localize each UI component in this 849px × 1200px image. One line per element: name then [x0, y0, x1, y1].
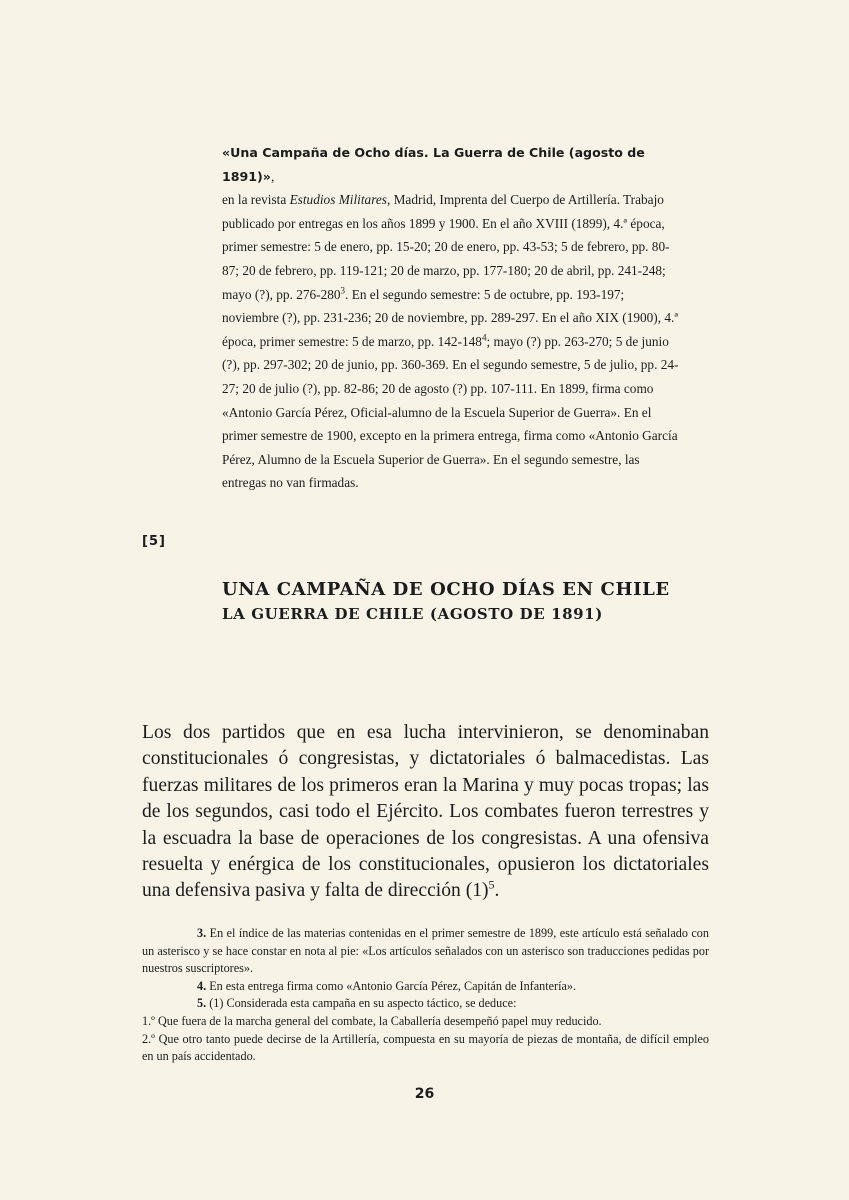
footnote-number: 4. — [197, 978, 207, 993]
footnote-number: 5. — [197, 996, 207, 1011]
footnotes — [142, 925, 709, 1066]
bibliography-comma: , — [270, 168, 275, 184]
bibliography-text-3: . En el segundo semestre: 5 de octubre, pp. 193-197; noviembre (?), pp. 231-236; 20 de noviembre, pp. 289-297. En el año XIX (1900), 4.ª época, primer semestre: 5 de marzo, pp. 142-148 — [222, 286, 679, 349]
section-number: [5] — [142, 534, 166, 549]
note-ref-4: 4 — [481, 332, 487, 343]
footnote-5 — [142, 995, 709, 1013]
footnote-item-1: 1.º Que fuera de la marcha general del combate, la Caballería desempeñó papel muy reducido. — [142, 1013, 602, 1028]
footnote-number: 3. — [197, 926, 207, 940]
page-number: 26 — [414, 1086, 435, 1102]
footnote-item-2: 2.º Que otro tanto puede decirse de la Artillería, compuesta en su mayoría de piezas de montaña, de difícil empleo en un país accidentado. — [142, 1031, 709, 1064]
body-end: . — [494, 880, 500, 902]
bibliography-text-1: en la revista — [222, 192, 290, 208]
footnote-text: (1) Considerada esta campaña en su aspecto táctico, se deduce: — [206, 996, 517, 1011]
body-text: Los dos partidos que en esa lucha intervinieron, se denominaban constitucionales ó congresistas, y dictatoriales ó balmacedistas. Las fuerzas militares de los primeros eran la Marina y muy pocas tropas; las de los segundos, casi todo el Ejército. Los combates fueron terrestres y la escuadra la base de operaciones de los congresistas. A una ofensiva resuelta y enérgica de los constitucionales, opusieron los dictatoriales una defensiva pasiva y falta de dirección (1) — [142, 722, 709, 902]
bibliography-title: «Una Campaña de Ocho días. La Guerra de Chile (agosto de 1891)» — [222, 145, 645, 184]
body-paragraph — [142, 720, 709, 905]
chapter-subtitle: LA GUERRA DE CHILE (AGOSTO DE 1891) — [222, 605, 603, 623]
bibliography-text-4: ; mayo (?) pp. 263-270; 5 de junio (?), pp. 297-302; 20 de junio, pp. 360-369. En el segundo semestre, 5 de julio, pp. 24-27; 20 de julio (?), pp. 82-86; 20 de agosto (?) pp. 107-111. En 1899, firma como «Antonio García Pérez, Oficial-alumno de la Escuela Superior de Guerra». En el primer semestre de 1900, excepto en la primera entrega, firma como «Antonio García Pérez, Alumno de la Escuela Superior de Guerra». En el segundo semestre, las entregas no van firmadas. — [222, 333, 679, 491]
footnote-4 — [142, 978, 709, 996]
footnote-text: En esta entrega firma como «Antonio García Pérez, Capitán de Infantería». — [206, 978, 577, 993]
note-ref-5: 5 — [488, 877, 495, 892]
journal-name: Estudios Militares — [289, 192, 387, 208]
bibliography-text-2: , Madrid, Imprenta del Cuerpo de Artillería. Trabajo publicado por entregas en los años 1899 y 1900. En el año XVIII (1899), 4.ª época, primer semestre: 5 de enero, pp. 15-20; 20 de enero, pp. 43-53; 5 de febrero, pp. 80-87; 20 de febrero, pp. 119-121; 20 de marzo, pp. 177-180; 20 de abril, pp. 241-248; mayo (?), pp. 276-280 — [222, 192, 670, 302]
note-ref-3: 3 — [340, 285, 346, 296]
bibliography-entry — [222, 141, 682, 495]
chapter-title: UNA CAMPAÑA DE OCHO DÍAS EN CHILE — [222, 579, 670, 600]
footnote-3 — [142, 925, 709, 978]
footnote-text: En el índice de las materias contenidas en el primer semestre de 1899, este artículo está señalado con un asterisco y se hace constar en nota al pie: «Los artículos señalados con un asterisco son traducciones pedidas por nuestros suscriptores». — [142, 926, 709, 976]
chapter-heading — [222, 577, 782, 625]
